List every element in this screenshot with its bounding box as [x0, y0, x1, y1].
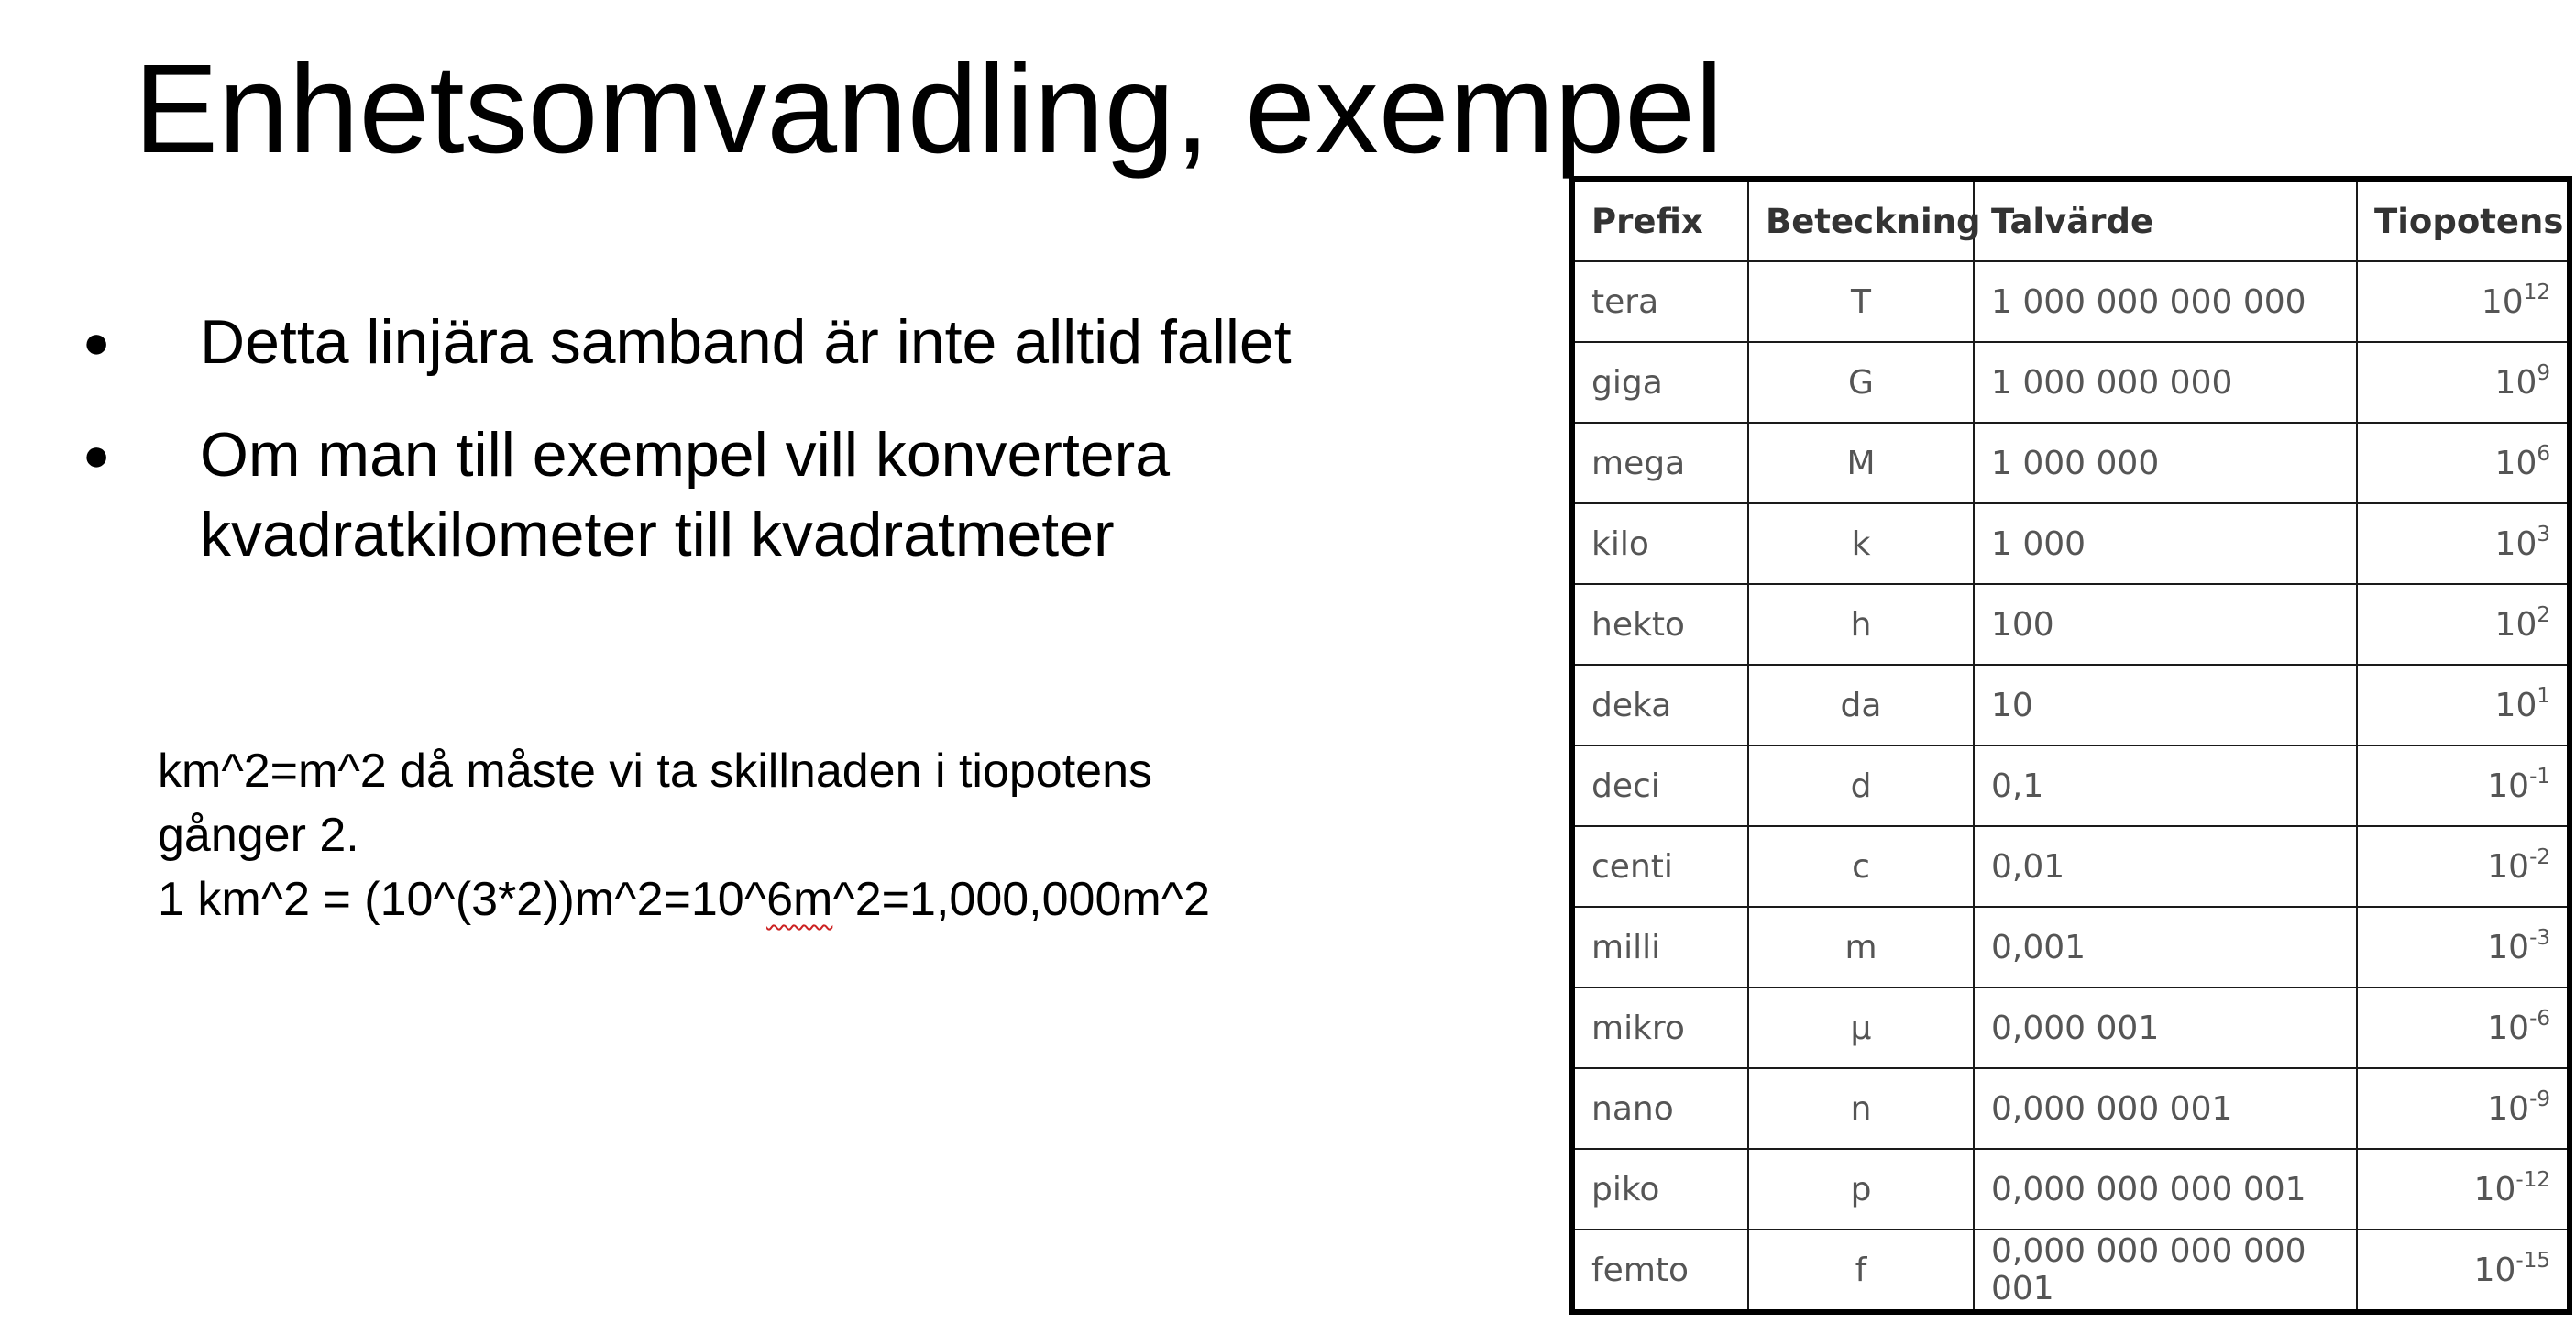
calc-line-3-part3: ^2=1,000,000m^2 [832, 873, 1211, 926]
power-exponent: -1 [2529, 764, 2550, 789]
header-symbol: Beteckning [1748, 179, 1974, 261]
power-exponent: 1 [2537, 683, 2550, 708]
cell-value: 10 [1974, 665, 2357, 745]
power-exponent: 6 [2537, 441, 2550, 466]
cell-value: 0,000 000 000 000 001 [1974, 1230, 2357, 1312]
bullet-list [83, 303, 1458, 575]
cell-symbol: M [1748, 423, 1974, 503]
calculation-text-box[interactable] [158, 739, 1210, 932]
table-row [1572, 423, 2570, 503]
cell-value: 1 000 000 000 [1974, 342, 2357, 423]
power-base: 10 [2494, 686, 2537, 724]
table-row [1572, 1068, 2570, 1149]
cell-symbol: G [1748, 342, 1974, 423]
power-exponent: 2 [2537, 602, 2550, 627]
power-base: 10 [2494, 444, 2537, 482]
cell-value: 0,1 [1974, 745, 2357, 826]
cell-prefix: femto [1572, 1230, 1748, 1312]
power-exponent: 9 [2537, 360, 2550, 385]
cell-symbol: k [1748, 503, 1974, 584]
table-header-row [1572, 179, 2570, 261]
cell-power [2357, 1230, 2570, 1312]
cell-prefix: kilo [1572, 503, 1748, 584]
cell-symbol: p [1748, 1149, 1974, 1230]
bullet-text: Om man till exempel vill konvertera kvadratkilometer till kvadratmeter [200, 420, 1171, 570]
cell-prefix: mega [1572, 423, 1748, 503]
cell-symbol: c [1748, 826, 1974, 907]
cell-value: 0,000 001 [1974, 987, 2357, 1068]
power-base: 10 [2487, 1089, 2530, 1128]
power-base: 10 [2487, 1009, 2530, 1047]
cell-value: 0,000 000 001 [1974, 1068, 2357, 1149]
power-exponent: 12 [2523, 280, 2550, 304]
power-exponent: -9 [2529, 1087, 2550, 1111]
power-base: 10 [2473, 1170, 2516, 1208]
bullet-item [83, 303, 1458, 382]
power-exponent: -6 [2529, 1006, 2550, 1031]
table-row [1572, 907, 2570, 987]
calc-line-1: km^2=m^2 då måste vi ta skillnaden i tiopotens [158, 745, 1152, 798]
power-exponent: -15 [2515, 1248, 2550, 1273]
cell-symbol: T [1748, 261, 1974, 342]
power-exponent: -3 [2529, 925, 2550, 950]
cell-prefix: nano [1572, 1068, 1748, 1149]
cell-prefix: deci [1572, 745, 1748, 826]
power-exponent: 3 [2537, 522, 2550, 546]
power-exponent: -12 [2515, 1167, 2550, 1192]
cell-power [2357, 745, 2570, 826]
cell-symbol: h [1748, 584, 1974, 665]
cell-prefix: milli [1572, 907, 1748, 987]
power-base: 10 [2487, 847, 2530, 886]
cell-prefix: giga [1572, 342, 1748, 423]
header-value: Talvärde [1974, 179, 2357, 261]
power-base: 10 [2481, 282, 2524, 321]
power-base: 10 [2473, 1251, 2516, 1289]
cell-symbol: d [1748, 745, 1974, 826]
power-base: 10 [2494, 524, 2537, 563]
cell-prefix: deka [1572, 665, 1748, 745]
calc-line-3-part1: 1 km^2 = (10^(3*2))m^2=10^ [158, 873, 767, 926]
cell-value: 1 000 [1974, 503, 2357, 584]
table-row [1572, 665, 2570, 745]
calc-line-2: gånger 2. [158, 809, 359, 862]
cell-value: 0,001 [1974, 907, 2357, 987]
cell-power [2357, 342, 2570, 423]
cell-symbol: µ [1748, 987, 1974, 1068]
table-row [1572, 342, 2570, 423]
slide-title: Enhetsomvandling, exempel [134, 39, 1723, 180]
header-power: Tiopotens [2357, 179, 2570, 261]
cell-power [2357, 665, 2570, 745]
spellcheck-flagged-word[interactable]: 6m [766, 873, 833, 926]
cell-value: 0,01 [1974, 826, 2357, 907]
cell-prefix: piko [1572, 1149, 1748, 1230]
cell-power [2357, 261, 2570, 342]
cell-prefix: centi [1572, 826, 1748, 907]
power-base: 10 [2487, 928, 2530, 966]
cell-power [2357, 826, 2570, 907]
cell-power [2357, 907, 2570, 987]
calc-line-3 [158, 867, 1210, 932]
bullet-dot-icon: ● [83, 316, 111, 368]
cell-value: 100 [1974, 584, 2357, 665]
cell-power [2357, 987, 2570, 1068]
power-base: 10 [2494, 605, 2537, 644]
table-row [1572, 1149, 2570, 1230]
table-row [1572, 261, 2570, 342]
bullet-item [83, 415, 1458, 575]
cell-power [2357, 1149, 2570, 1230]
cell-power [2357, 423, 2570, 503]
table-row [1572, 826, 2570, 907]
header-prefix: Prefix [1572, 179, 1748, 261]
table-body [1572, 261, 2570, 1312]
cell-power [2357, 584, 2570, 665]
cell-value: 0,000 000 000 001 [1974, 1149, 2357, 1230]
cell-power [2357, 1068, 2570, 1149]
power-base: 10 [2487, 767, 2530, 805]
table-row [1572, 1230, 2570, 1312]
cell-symbol: m [1748, 907, 1974, 987]
cell-value: 1 000 000 [1974, 423, 2357, 503]
cell-symbol: n [1748, 1068, 1974, 1149]
si-prefix-table [1569, 176, 2572, 1315]
table-row [1572, 745, 2570, 826]
bullet-text: Detta linjära samband är inte alltid fallet [200, 307, 1292, 377]
cell-prefix: hekto [1572, 584, 1748, 665]
table-row [1572, 987, 2570, 1068]
cell-prefix: mikro [1572, 987, 1748, 1068]
table-row [1572, 503, 2570, 584]
power-exponent: -2 [2529, 844, 2550, 869]
power-base: 10 [2494, 363, 2537, 402]
cell-power [2357, 503, 2570, 584]
bullet-dot-icon: ● [83, 429, 111, 481]
cell-symbol: f [1748, 1230, 1974, 1312]
table-row [1572, 584, 2570, 665]
cell-value: 1 000 000 000 000 [1974, 261, 2357, 342]
cell-symbol: da [1748, 665, 1974, 745]
cell-prefix: tera [1572, 261, 1748, 342]
